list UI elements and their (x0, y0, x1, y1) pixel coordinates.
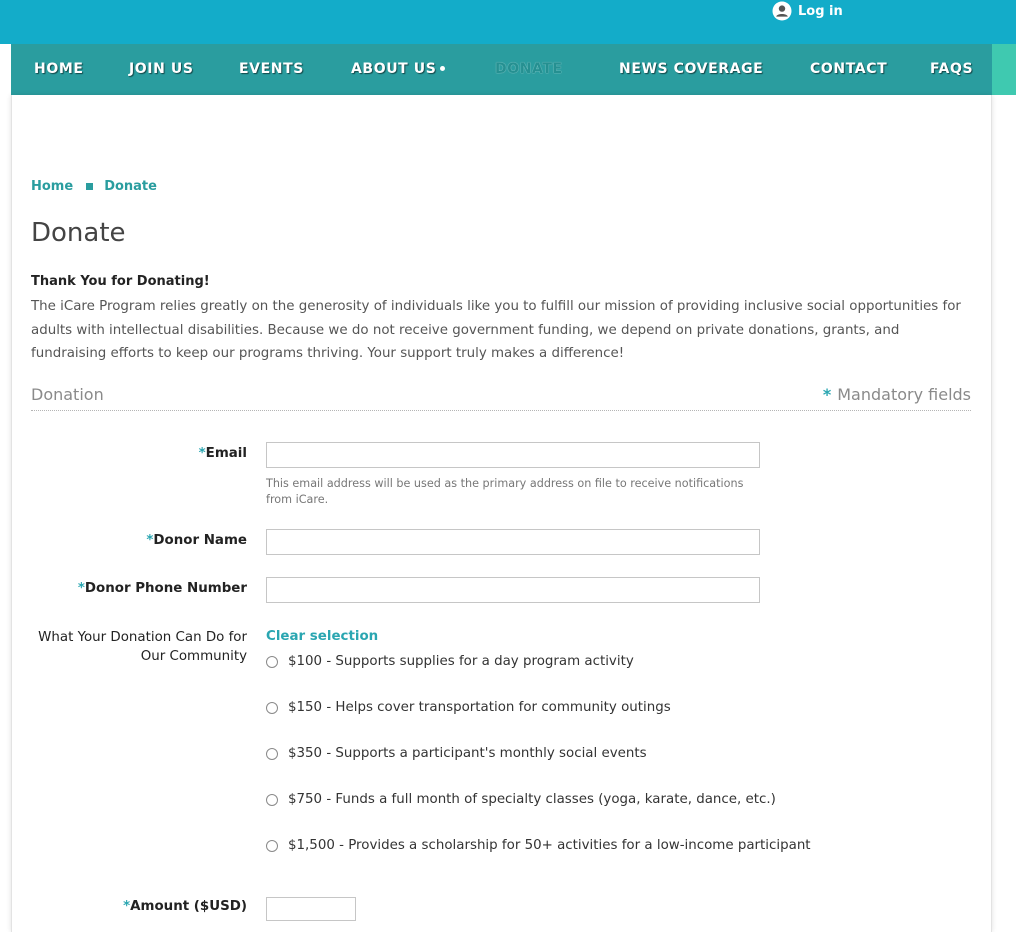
section-divider (31, 410, 971, 411)
intro-paragraph: The iCare Program relies greatly on the generosity of individuals like you to fulfill our mission of providing inclusive social opportunities for adults with intellectual disabilities. Because we do not receive government funding, we depend on private donations, grants, and fundraising efforts to keep our programs thriving. Your support truly makes a difference! (31, 299, 961, 361)
breadcrumb (31, 179, 157, 194)
breadcrumb-donate[interactable]: Donate (104, 179, 157, 194)
nav-item-donate[interactable]: DONATE (495, 61, 563, 77)
amount-label-text: Amount ($USD) (130, 899, 247, 914)
required-star-icon: * (822, 385, 832, 404)
top-bar (0, 0, 1016, 44)
clear-selection-link[interactable]: Clear selection (266, 629, 379, 644)
donation-option[interactable] (266, 700, 671, 715)
breadcrumb-home[interactable]: Home (31, 179, 74, 194)
nav-item-faqs[interactable]: FAQS (930, 61, 974, 77)
required-star-icon: * (198, 446, 206, 461)
impact-label: What Your Donation Can Do for Our Community (38, 630, 247, 664)
radio-button[interactable] (266, 702, 278, 714)
radio-button[interactable] (266, 794, 278, 806)
donor-name-field[interactable] (266, 529, 760, 555)
donation-option-label[interactable]: $100 - Supports supplies for a day program activity (288, 654, 634, 669)
login-link[interactable] (772, 1, 843, 21)
email-field[interactable] (266, 442, 760, 468)
email-label-text: Email (205, 446, 247, 461)
donor-phone-label (78, 581, 247, 596)
radio-button[interactable] (266, 748, 278, 760)
page-title: Donate (31, 218, 126, 248)
donor-phone-field[interactable] (266, 577, 760, 603)
donor-phone-label-text: Donor Phone Number (84, 581, 247, 596)
nav-accent-strip (992, 44, 1016, 95)
radio-button[interactable] (266, 840, 278, 852)
dropdown-dot-icon (440, 66, 445, 71)
nav-item-events[interactable]: EVENTS (239, 61, 304, 77)
breadcrumb-separator-icon (86, 183, 93, 190)
radio-button[interactable] (266, 656, 278, 668)
donation-option-label[interactable]: $1,500 - Provides a scholarship for 50+ activities for a low-income participant (288, 838, 811, 853)
section-title: Donation (31, 385, 104, 404)
nav-item-news-coverage[interactable]: NEWS COVERAGE (619, 61, 764, 77)
email-hint: This email address will be used as the primary address on file to receive notifications from iCare. (266, 477, 744, 506)
nav-item-home[interactable]: HOME (34, 61, 84, 77)
donation-option[interactable] (266, 838, 811, 853)
nav-item-contact[interactable]: CONTACT (810, 61, 888, 77)
main-nav (11, 44, 992, 95)
mandatory-note-label: Mandatory fields (837, 385, 971, 404)
required-star-icon: * (146, 533, 154, 548)
email-label (199, 446, 247, 461)
donation-option[interactable] (266, 746, 647, 761)
thanks-heading: Thank You for Donating! (31, 274, 210, 289)
donor-name-label (146, 533, 247, 548)
mandatory-note (823, 385, 971, 404)
nav-item-about-us-label: ABOUT US (351, 61, 437, 77)
donation-option-label[interactable]: $750 - Funds a full month of specialty classes (yoga, karate, dance, etc.) (288, 792, 776, 807)
donation-option-label[interactable]: $350 - Supports a participant's monthly social events (288, 746, 647, 761)
donation-option[interactable] (266, 792, 776, 807)
nav-item-join-us[interactable]: JOIN US (129, 61, 194, 77)
login-label: Log in (798, 3, 843, 19)
donor-name-label-text: Donor Name (153, 533, 247, 548)
user-icon (772, 1, 792, 21)
amount-label (123, 899, 247, 914)
donation-option[interactable] (266, 654, 634, 669)
nav-item-about-us[interactable] (351, 44, 445, 95)
donation-option-label[interactable]: $150 - Helps cover transportation for community outings (288, 700, 671, 715)
required-star-icon: * (123, 899, 131, 914)
amount-field[interactable] (266, 897, 356, 921)
required-star-icon: * (77, 581, 85, 596)
